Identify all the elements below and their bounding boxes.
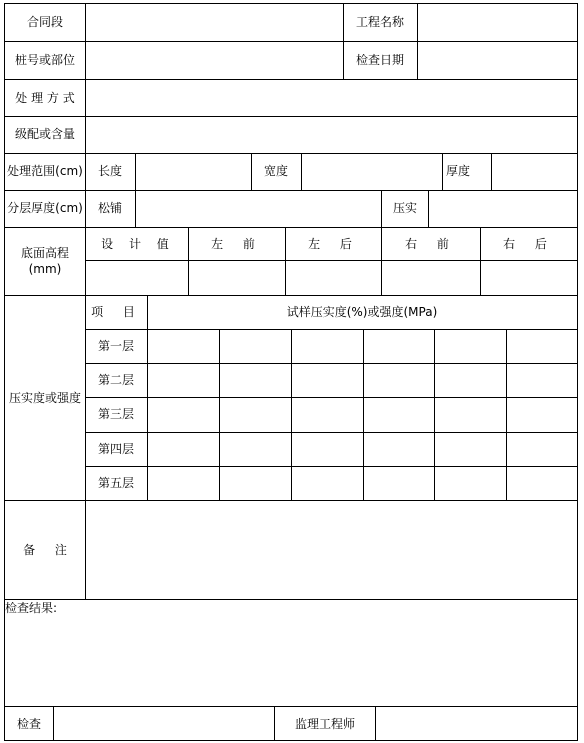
column-divider xyxy=(291,329,292,500)
contract-section-label: 合同段 xyxy=(26,15,64,29)
column-divider xyxy=(363,329,364,500)
length-field[interactable] xyxy=(136,154,251,190)
layer-label: 第二层 xyxy=(97,373,135,387)
treatment-method-label: 处 理 方 式 xyxy=(15,91,75,105)
remarks-label: 备 注 xyxy=(23,543,75,557)
base-elevation-label: 底面高程(mm) xyxy=(20,246,69,276)
inspector-field[interactable] xyxy=(54,707,274,740)
item-header: 项 目 xyxy=(91,305,143,319)
inspection-date-field[interactable] xyxy=(418,42,577,79)
gradation-label: 级配或含量 xyxy=(14,127,76,141)
project-name-field[interactable] xyxy=(418,4,577,41)
row-divider xyxy=(86,329,577,330)
column-divider xyxy=(285,227,286,295)
layer-label: 第三层 xyxy=(97,407,135,421)
loose-field[interactable] xyxy=(136,191,381,227)
gradation-field[interactable] xyxy=(86,117,577,153)
treatment-method-field[interactable] xyxy=(86,80,577,116)
inspector-label: 检查 xyxy=(16,717,42,731)
column-divider xyxy=(381,227,382,295)
project-name-label: 工程名称 xyxy=(355,15,405,29)
inspection-result-field[interactable] xyxy=(5,618,577,706)
inspection-form xyxy=(4,3,578,741)
layer-label: 第五层 xyxy=(97,476,135,490)
treatment-range-label: 处理范围(cm) xyxy=(7,164,83,178)
layer-label: 第一层 xyxy=(97,339,135,353)
row-divider xyxy=(86,432,577,433)
width-field[interactable] xyxy=(302,154,442,190)
column-divider xyxy=(219,329,220,500)
thickness-label: 厚度 xyxy=(445,164,471,178)
layer-label: 第四层 xyxy=(97,442,135,456)
contract-section-field[interactable] xyxy=(86,4,343,41)
row-divider xyxy=(5,227,577,228)
column-divider xyxy=(274,706,275,740)
column-divider xyxy=(442,153,443,190)
base-elevation-col-left-front: 左 前 xyxy=(211,237,263,251)
supervisor-label: 监理工程师 xyxy=(294,717,356,731)
base-elevation-col-left-back: 左 后 xyxy=(308,237,360,251)
length-label: 长度 xyxy=(97,164,123,178)
row-divider xyxy=(86,466,577,467)
row-divider xyxy=(86,260,577,261)
column-divider xyxy=(147,295,148,500)
station-part-field[interactable] xyxy=(86,42,343,79)
inspection-date-label: 检查日期 xyxy=(355,53,405,67)
compacted-field[interactable] xyxy=(429,191,577,227)
loose-label: 松铺 xyxy=(97,201,123,215)
column-divider xyxy=(434,329,435,500)
row-divider xyxy=(5,599,577,600)
layer-thickness-label: 分层厚度(cm) xyxy=(7,201,83,215)
column-divider xyxy=(343,4,344,79)
sample-header: 试样压实度(%)或强度(MPa) xyxy=(286,305,438,319)
base-elevation-col-right-back: 右 后 xyxy=(503,237,555,251)
width-label: 宽度 xyxy=(263,164,289,178)
row-divider xyxy=(5,295,577,296)
row-divider xyxy=(86,363,577,364)
station-part-label: 桩号或部位 xyxy=(14,53,76,67)
row-divider xyxy=(86,397,577,398)
column-divider xyxy=(480,227,481,295)
column-divider xyxy=(188,227,189,295)
thickness-field[interactable] xyxy=(492,154,577,190)
column-divider xyxy=(381,190,382,227)
compacted-label: 压实 xyxy=(392,201,418,215)
inspection-result-label: 检查结果: xyxy=(5,601,58,615)
compaction-label: 压实度或强度 xyxy=(8,391,82,405)
column-divider xyxy=(251,153,252,190)
base-elevation-col-design: 设 计 值 xyxy=(101,237,175,251)
base-elevation-col-right-front: 右 前 xyxy=(405,237,457,251)
column-divider xyxy=(506,329,507,500)
supervisor-field[interactable] xyxy=(376,707,577,740)
remarks-field[interactable] xyxy=(86,501,577,599)
